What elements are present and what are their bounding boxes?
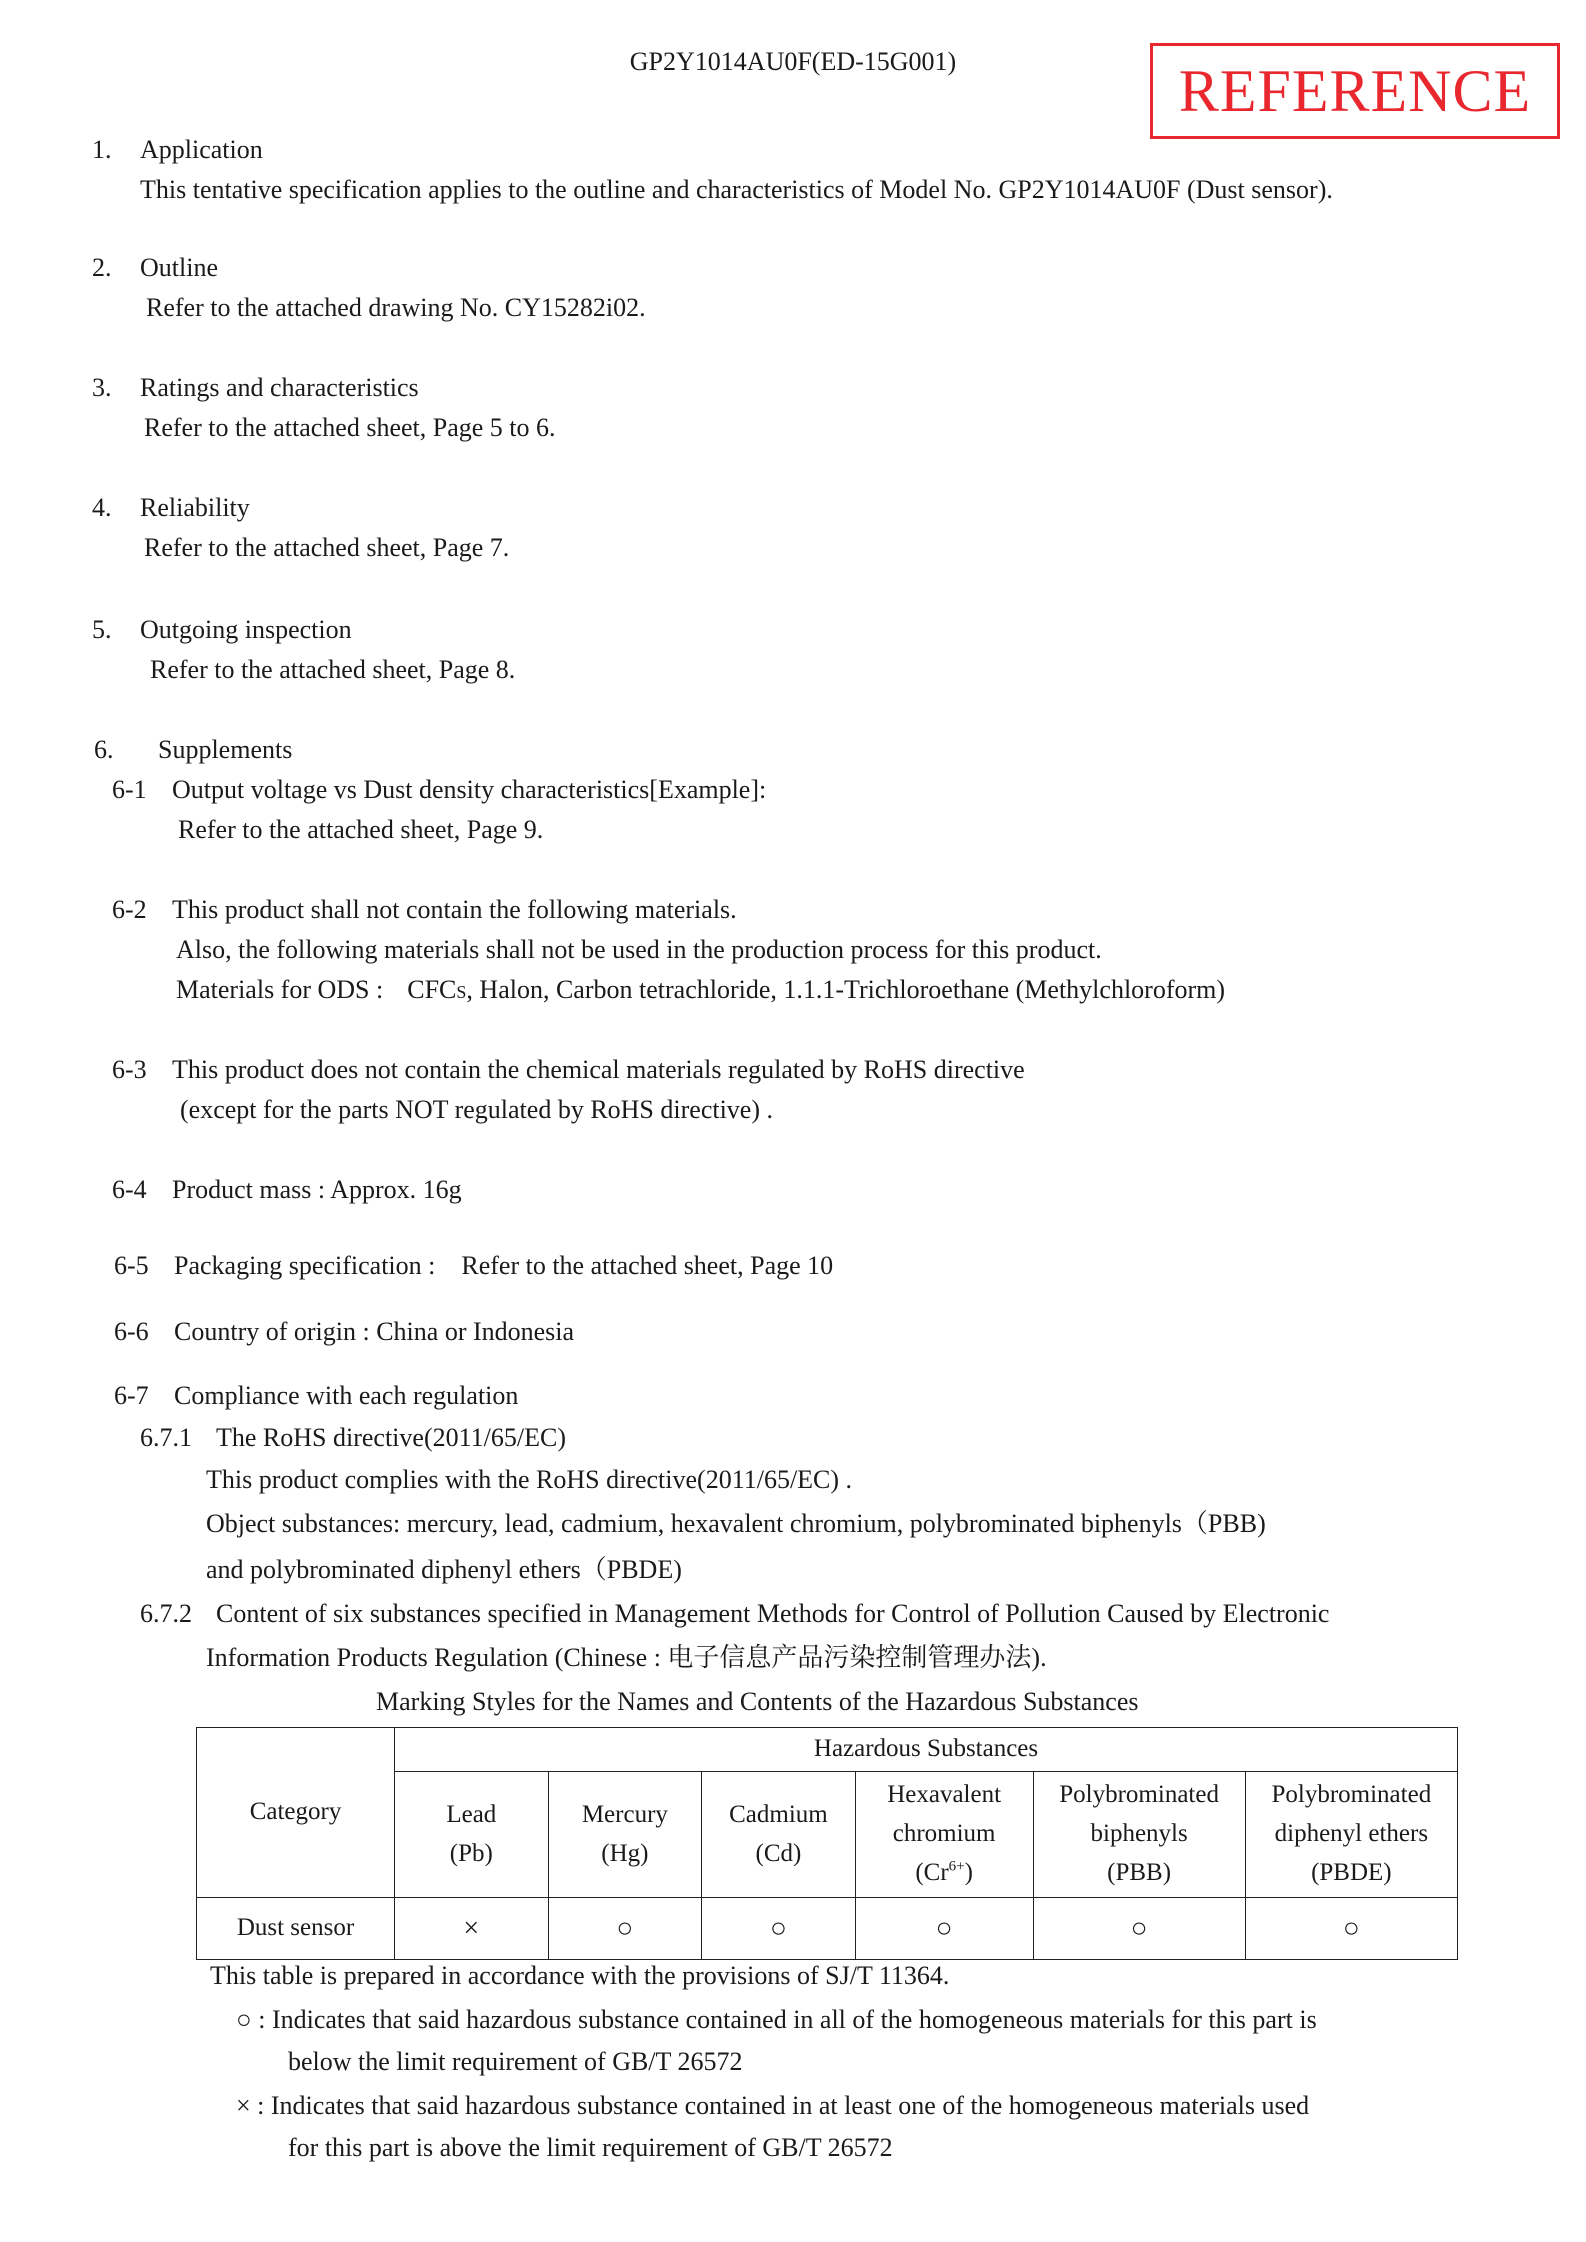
supplement-6-1-text: Refer to the attached sheet, Page 9.: [178, 815, 544, 844]
supplement-number: 6-1: [112, 775, 147, 804]
supplement-6-4: [112, 1174, 462, 1205]
section-number: 1.: [92, 135, 112, 164]
ods-materials: , Halon, Carbon tetrachloride, 1.1.1-Trichloroethane (Methylchloroform): [466, 975, 1226, 1004]
column-name: Cadmium: [729, 1800, 828, 1828]
table-prepared-note: This table is prepared in accordance with the provisions of SJ/T 11364.: [210, 1961, 950, 1990]
reference-stamp: REFERENCE: [1150, 43, 1560, 139]
symbol-close: ): [964, 1858, 973, 1886]
mark-mercury: ○: [548, 1898, 702, 1960]
section-4-heading: [92, 492, 250, 523]
column-name-2: chromium: [892, 1820, 996, 1848]
ods-cfc: CFC: [407, 975, 457, 1004]
supplement-6-5: [114, 1250, 833, 1281]
mark-pbde: ○: [1245, 1898, 1457, 1960]
supplement-number: 6-5: [114, 1251, 149, 1280]
supplement-6-2-line1: [112, 894, 737, 925]
hazardous-substances-header: Hazardous Substances: [395, 1728, 1458, 1772]
column-mercury: [548, 1772, 702, 1898]
supplement-text: Content of six substances specified in Management Methods for Control of Pollution Caused by Electronic: [216, 1599, 1330, 1628]
section-4-text: Refer to the attached sheet, Page 7.: [144, 533, 510, 562]
column-symbol: (Cd): [755, 1839, 802, 1867]
section-title: Reliability: [140, 493, 250, 522]
supplement-title: The RoHS directive(2011/65/EC): [216, 1423, 566, 1452]
supplement-text: This product does not contain the chemical materials regulated by RoHS directive: [172, 1055, 1025, 1084]
section-number: 2.: [92, 253, 112, 282]
section-number: 5.: [92, 615, 112, 644]
supplement-6-1-heading: [112, 774, 766, 805]
column-name-2: biphenyls: [1090, 1820, 1188, 1848]
mark-hexavalent-chromium: ○: [855, 1898, 1033, 1960]
supplement-number: 6.7.1: [140, 1423, 192, 1452]
supplement-6-6: [114, 1316, 574, 1347]
ods-label: Materials for ODS :: [176, 975, 384, 1004]
document-number: GP2Y1014AU0F(ED-15G001): [629, 47, 957, 76]
section-5-heading: [92, 614, 352, 645]
section-number: 3.: [92, 373, 112, 402]
table-caption: Marking Styles for the Names and Contents of the Hazardous Substances: [376, 1687, 1139, 1716]
section-number: 4.: [92, 493, 112, 522]
cross-note-line1: [236, 2090, 1309, 2121]
column-name-2: diphenyl ethers: [1274, 1820, 1429, 1848]
symbol-open: (Cr: [915, 1858, 949, 1886]
column-pbb: [1033, 1772, 1245, 1898]
section-5-text: Refer to the attached sheet, Page 8.: [150, 655, 516, 684]
supplement-number: 6-4: [112, 1175, 147, 1204]
supplement-6-3-line1: [112, 1054, 1025, 1085]
column-symbol: [856, 1854, 1033, 1893]
column-symbol: (Hg): [601, 1839, 649, 1867]
supplement-label: Packaging specification :: [174, 1251, 436, 1280]
column-name: Lead: [446, 1800, 497, 1828]
supplement-number: 6-2: [112, 895, 147, 924]
supplement-title: Output voltage vs Dust density characteristics[Example]:: [172, 775, 767, 804]
column-pbde: [1245, 1772, 1457, 1898]
supplement-number: 6-3: [112, 1055, 147, 1084]
supplement-6-2-line2: Also, the following materials shall not be used in the production process for this product.: [176, 935, 1102, 964]
row-category: Dust sensor: [197, 1898, 395, 1960]
supplement-number: 6.7.2: [140, 1599, 192, 1628]
section-title: Outline: [140, 253, 218, 282]
cross-symbol: ×: [236, 2091, 251, 2120]
column-hexavalent-chromium: [855, 1772, 1033, 1898]
category-header: Category: [197, 1728, 395, 1898]
supplement-6-7-1-heading: [140, 1422, 566, 1453]
section-title: Supplements: [158, 735, 293, 764]
column-name: Mercury: [581, 1800, 668, 1828]
section-title: Outgoing inspection: [140, 615, 352, 644]
supplement-text: This product shall not contain the following materials.: [172, 895, 737, 924]
supplement-6-2-ods: [176, 974, 1225, 1005]
supplement-text: Refer to the attached sheet, Page 10: [461, 1251, 834, 1280]
supplement-6-7-1-line1: This product complies with the RoHS directive(2011/65/EC) .: [206, 1465, 853, 1494]
column-lead: [395, 1772, 549, 1898]
circle-symbol: ○: [236, 2005, 252, 2034]
mark-pbb: ○: [1033, 1898, 1245, 1960]
note-text: : Indicates that said hazardous substance contained in at least one of the homogeneous materials used: [257, 2091, 1310, 2120]
ods-cfc-subscript: S: [456, 982, 467, 1002]
note-text: : Indicates that said hazardous substance contained in all of the homogeneous materials for this part is: [258, 2005, 1317, 2034]
column-cadmium: [702, 1772, 856, 1898]
section-6-heading: [94, 734, 292, 765]
supplement-text: Product mass : Approx. 16g: [172, 1175, 462, 1204]
section-title: Ratings and characteristics: [140, 373, 419, 402]
section-3-heading: [92, 372, 419, 403]
supplement-6-3-line2: (except for the parts NOT regulated by RoHS directive) .: [180, 1095, 773, 1124]
hazardous-substances-table: [196, 1727, 1458, 1960]
cross-note-line2: for this part is above the limit requirement of GB/T 26572: [288, 2133, 893, 2162]
circle-note-line2: below the limit requirement of GB/T 26572: [288, 2047, 743, 2076]
supplement-6-7-1-line3: and polybrominated diphenyl ethers（PBDE): [206, 1555, 682, 1584]
supplement-number: 6-6: [114, 1317, 149, 1346]
column-symbol: (PBDE): [1311, 1858, 1392, 1886]
column-name: Polybrominated: [1059, 1781, 1219, 1809]
supplement-6-7-2-line1: [140, 1598, 1329, 1629]
table-row: [197, 1898, 1458, 1960]
supplement-6-7: [114, 1380, 518, 1411]
section-2-text: Refer to the attached drawing No. CY15282i02.: [146, 293, 646, 322]
column-symbol: (PBB): [1107, 1858, 1172, 1886]
supplement-6-7-1-line2: Object substances: mercury, lead, cadmium, hexavalent chromium, polybrominated biphenyls（PBB): [206, 1509, 1266, 1538]
circle-note-line1: [236, 2004, 1317, 2035]
section-title: Application: [140, 135, 263, 164]
supplement-title: Compliance with each regulation: [174, 1381, 519, 1410]
supplement-number: 6-7: [114, 1381, 149, 1410]
symbol-superscript: 6+: [948, 1858, 965, 1875]
section-number: 6.: [94, 735, 114, 764]
section-2-heading: [92, 252, 218, 283]
section-1-heading: [92, 134, 263, 165]
mark-cadmium: ○: [702, 1898, 856, 1960]
section-3-text: Refer to the attached sheet, Page 5 to 6.: [144, 413, 556, 442]
column-name: Polybrominated: [1271, 1781, 1432, 1809]
supplement-text: Country of origin : China or Indonesia: [174, 1317, 575, 1346]
mark-lead: ×: [395, 1898, 549, 1960]
column-symbol: (Pb): [449, 1839, 493, 1867]
column-name: Hexavalent: [887, 1781, 1002, 1809]
section-1-text: This tentative specification applies to the outline and characteristics of Model No. GP2Y1014AU0F (Dust sensor).: [140, 175, 1333, 204]
supplement-6-7-2-line2: Information Products Regulation (Chinese : 电子信息产品污染控制管理办法).: [206, 1643, 1047, 1672]
